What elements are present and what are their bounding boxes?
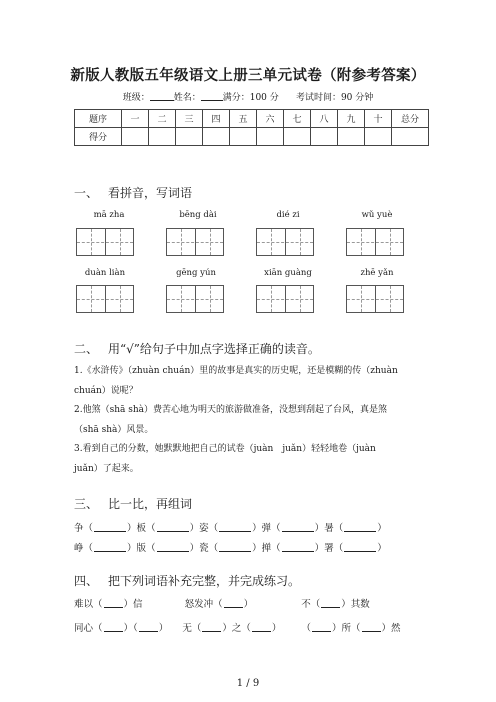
page-number: 1 / 9 — [236, 678, 260, 689]
score-cell[interactable] — [230, 128, 257, 146]
writing-box[interactable] — [166, 228, 224, 256]
score-row-label: 得分 — [75, 128, 122, 146]
compare-row: 争（ ）板（ ）姿（ ）弹（ ）暑（ ） — [74, 523, 387, 534]
answer-blank[interactable] — [224, 598, 243, 608]
score-header: 四 — [203, 110, 230, 128]
score-cell[interactable] — [122, 128, 149, 146]
score-table — [74, 109, 429, 146]
exam-info — [0, 90, 496, 103]
answer-blank[interactable] — [104, 598, 123, 608]
answer-blank[interactable] — [282, 542, 314, 552]
score-header: 总分 — [392, 110, 429, 128]
pinyin-label: xiān guàng — [264, 268, 312, 278]
question-line: 3.看到自己的分数，她默默地把自己的试卷（juàn juǎn）轻轻地卷（juàn — [74, 444, 376, 454]
writing-box[interactable] — [346, 285, 404, 313]
score-header: 八 — [311, 110, 338, 128]
answer-blank[interactable] — [219, 542, 251, 552]
exam-time: 考试时间：90 分钟 — [295, 93, 374, 103]
pinyin-label: duàn liàn — [84, 268, 126, 278]
answer-blank[interactable] — [157, 542, 189, 552]
page-title: 新版人教版五年级语文上册三单元试卷（附参考答案） — [70, 67, 426, 84]
answer-blank[interactable] — [104, 622, 123, 632]
idiom-row: 难以（ ）信 怒发冲（ ） 不（ ）其数 — [74, 599, 370, 610]
answer-blank[interactable] — [252, 622, 271, 632]
writing-box[interactable] — [346, 228, 404, 256]
answer-blank[interactable] — [139, 622, 158, 632]
score-row — [75, 128, 429, 146]
class-label: 班级： — [122, 93, 150, 103]
score-header: 五 — [230, 110, 257, 128]
score-header: 一 — [122, 110, 149, 128]
pinyin-label: dié zi — [276, 210, 300, 220]
score-cell[interactable] — [203, 128, 230, 146]
score-cell[interactable] — [257, 128, 284, 146]
section-4-heading: 四、 把下列词语补充完整，并完成练习。 — [74, 574, 301, 588]
pinyin-label: bēng dài — [179, 210, 217, 220]
score-header: 七 — [284, 110, 311, 128]
answer-blank[interactable] — [202, 622, 221, 632]
full-score: 满分：100 分 — [222, 93, 279, 103]
answer-blank[interactable] — [344, 522, 376, 532]
writing-box[interactable] — [76, 228, 134, 256]
question-line: 2.他煞（shā shà）费苦心地为明天的旅游做准备，没想到刮起了台风，真是煞 — [74, 405, 388, 415]
answer-blank[interactable] — [312, 622, 331, 632]
score-cell[interactable] — [311, 128, 338, 146]
answer-blank[interactable] — [94, 522, 126, 532]
question-line: 1.《水浒传》（zhuàn chuán）里的故事是真实的历史呢，还是模糊的传（zhuàn — [74, 366, 398, 376]
idiom-row: 同心（ ）（ ） 无（ ）之（ ） （ ）所（ ）然 — [74, 623, 401, 634]
compare-row: 峥（ ）版（ ）瓷（ ）掸（ ）署（ ） — [74, 543, 387, 554]
name-blank[interactable] — [201, 90, 223, 101]
question-line: juǎn）了起来。 — [74, 464, 139, 474]
answer-blank[interactable] — [321, 598, 340, 608]
writing-box[interactable] — [256, 285, 314, 313]
score-header: 题序 — [75, 110, 122, 128]
score-cell[interactable] — [284, 128, 311, 146]
answer-blank[interactable] — [344, 542, 376, 552]
score-cell[interactable] — [365, 128, 392, 146]
name-label: 姓名： — [173, 93, 201, 103]
score-cell[interactable] — [149, 128, 176, 146]
score-header: 六 — [257, 110, 284, 128]
pinyin-label: zhē yǎn — [360, 268, 394, 278]
writing-box[interactable] — [166, 285, 224, 313]
score-header: 二 — [149, 110, 176, 128]
score-cell[interactable] — [176, 128, 203, 146]
question-line: chuán）说呢？ — [74, 386, 138, 396]
answer-blank[interactable] — [94, 542, 126, 552]
pinyin-label: gēng yún — [176, 268, 216, 278]
answer-blank[interactable] — [282, 522, 314, 532]
question-line: （shā shà）风景。 — [74, 425, 154, 435]
writing-box[interactable] — [256, 228, 314, 256]
pinyin-label: wǔ yuè — [361, 210, 393, 220]
section-1-heading: 一、 看拼音，写词语 — [74, 186, 193, 200]
class-blank[interactable] — [150, 90, 174, 101]
score-cell[interactable] — [338, 128, 365, 146]
score-header: 三 — [176, 110, 203, 128]
section-2-heading: 二、 用“√”给句子中加点字选择正确的读音。 — [74, 342, 320, 356]
writing-box[interactable] — [76, 285, 134, 313]
score-header-row — [75, 110, 429, 128]
answer-blank[interactable] — [157, 522, 189, 532]
score-header: 十 — [365, 110, 392, 128]
answer-blank[interactable] — [219, 522, 251, 532]
answer-blank[interactable] — [362, 622, 381, 632]
section-3-heading: 三、 比一比，再组词 — [74, 497, 193, 511]
score-cell[interactable] — [392, 128, 429, 146]
pinyin-label: mā zha — [93, 210, 125, 220]
score-header: 九 — [338, 110, 365, 128]
